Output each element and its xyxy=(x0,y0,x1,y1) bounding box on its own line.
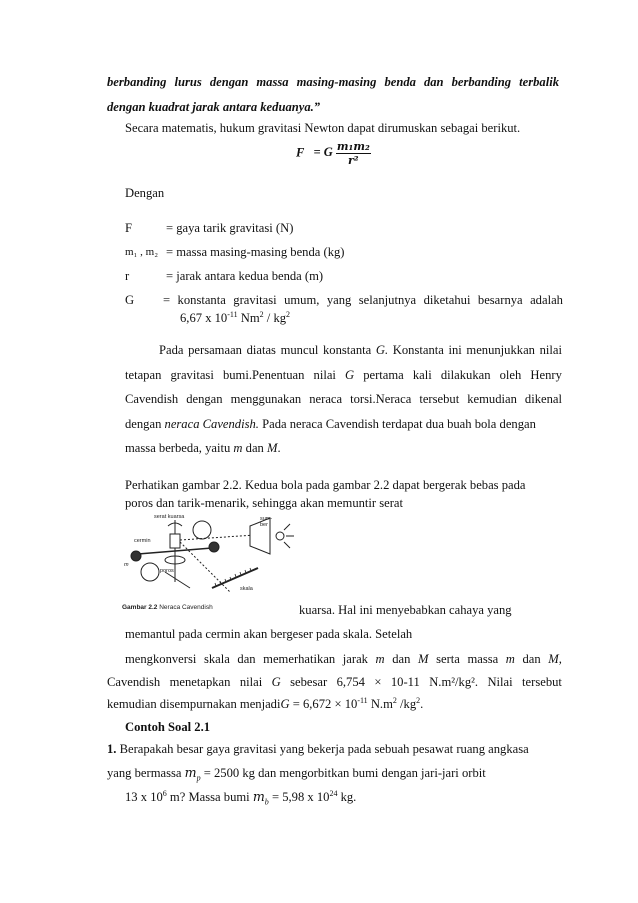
example-l3exp2: 24 xyxy=(329,788,338,798)
word: gravitasi xyxy=(170,368,214,382)
para3-line-2 xyxy=(107,674,562,690)
def-f-symbol: F xyxy=(125,221,133,235)
formula xyxy=(296,140,371,167)
word: mengkonversi xyxy=(125,652,197,666)
word: selanjutnya xyxy=(358,293,417,307)
formula-fraction xyxy=(336,140,371,167)
word: 10-11 xyxy=(390,675,420,689)
word: dikenal xyxy=(524,392,562,406)
label-sumber-1: sum- xyxy=(260,516,273,522)
word: memerhatikan xyxy=(263,652,336,666)
word: muncul xyxy=(280,343,319,357)
word: umum, xyxy=(284,293,320,307)
scale-bar xyxy=(212,568,258,588)
word: = xyxy=(163,293,171,307)
word: massa xyxy=(256,75,289,89)
label-poros: poros xyxy=(160,568,174,574)
example-l2var: m xyxy=(184,765,197,780)
para2-line-3: kuarsa. Hal ini menyebabkan cahaya yang xyxy=(299,603,512,617)
word: benda xyxy=(384,75,416,89)
label-cermin: cermin xyxy=(134,538,151,544)
para3-l3f: . xyxy=(420,697,424,711)
caption-bold: Gambar 2.2 xyxy=(122,604,158,611)
word: Cavendish xyxy=(125,392,179,406)
example-l1: Berapakah besar gaya gravitasi yang bekerja pada sebuah pesawat ruang angkasa xyxy=(116,742,529,756)
para2-line-1: Perhatikan gambar 2.2. Kedua bola pada gambar 2.2 dapat bergerak bebas pada xyxy=(125,478,526,492)
word: menunjukkan xyxy=(466,343,535,357)
word: adalah xyxy=(530,293,563,307)
example-l3var: m xyxy=(252,789,265,804)
word: berbanding xyxy=(451,75,512,89)
word: dan xyxy=(237,652,256,666)
label-serat-kuarsa: serat kuarsa xyxy=(154,514,185,520)
word: kali xyxy=(412,368,432,382)
light-ray-3 xyxy=(284,542,290,548)
example-l3a: 13 x 10 xyxy=(125,790,163,804)
word: besarnya xyxy=(477,293,523,307)
para1-l5e: . xyxy=(277,441,281,455)
word: konstanta xyxy=(177,293,226,307)
para1-l4c: Pada neraca Cavendish terdapat dua buah bola dengan xyxy=(258,417,536,431)
g-unit-sup2: 2 xyxy=(286,309,291,319)
formula-lhs: F xyxy=(296,145,305,160)
para3-line-1 xyxy=(125,651,562,667)
word: m xyxy=(505,652,515,666)
def-g-text xyxy=(163,292,563,308)
def-g-symbol: G xyxy=(125,293,135,307)
intro-line-2: dengan kuadrat jarak antara keduanya.” xyxy=(107,100,321,114)
g-unit-sup1: 2 xyxy=(259,309,264,319)
para3-l3a: kemudian disempurnakan menjadi xyxy=(107,697,281,711)
word: sebesar xyxy=(290,675,328,689)
para3-line-3 xyxy=(107,696,423,712)
pivot-leg xyxy=(165,572,190,588)
figure-caption xyxy=(122,604,213,611)
example-l3c: = 5,98 x 10 xyxy=(268,790,330,804)
para3-l3d: N.m xyxy=(367,697,393,711)
example-line-2 xyxy=(107,765,486,781)
para3-l3exp: -11 xyxy=(357,695,368,705)
large-ball-right xyxy=(193,521,211,539)
label-sumber-2: ber xyxy=(260,522,268,528)
word: G xyxy=(345,368,355,382)
para1-line-3 xyxy=(125,391,562,407)
word: Cavendish xyxy=(107,675,161,689)
word: konstanta xyxy=(323,343,372,357)
word: persamaan xyxy=(188,343,242,357)
g-value-exp: -11 xyxy=(227,309,238,319)
word: Nilai xyxy=(487,675,513,689)
word: bumi.Penentuan xyxy=(222,368,305,382)
example-number: 1. xyxy=(107,742,117,756)
para1-line-5 xyxy=(125,440,281,456)
para1-l4a: dengan xyxy=(125,417,165,431)
para2-line-2: poros dan tarik-menarik, sehingga akan memuntir serat xyxy=(125,496,404,510)
word: nilai xyxy=(539,343,562,357)
para1-l4b: neraca Cavendish. xyxy=(164,417,259,431)
dengan-label: Dengan xyxy=(125,186,165,200)
word: G xyxy=(271,675,281,689)
word: dan xyxy=(522,652,541,666)
g-unit-a: Nm xyxy=(237,311,260,325)
word: Konstanta xyxy=(392,343,444,357)
word: tetapan xyxy=(125,368,162,382)
word: tersebut xyxy=(522,675,562,689)
word: lurus xyxy=(174,75,202,89)
para1-line-4 xyxy=(125,416,536,432)
word: m xyxy=(375,652,385,666)
word: serta xyxy=(436,652,460,666)
word: N.m²/kg². xyxy=(429,675,479,689)
g-unit-b: / kg xyxy=(263,311,287,325)
word: Pada xyxy=(159,343,184,357)
example-l3exp: 6 xyxy=(162,788,167,798)
word: terbalik xyxy=(519,75,559,89)
mirror-shape xyxy=(170,534,180,548)
example-l3b: m? Massa bumi xyxy=(166,790,253,804)
word: oleh xyxy=(499,368,522,382)
word: dan xyxy=(423,75,444,89)
para2-line-4: memantul pada cermin akan bergeser pada skala. Setelah xyxy=(125,627,413,641)
word: diatas xyxy=(246,343,276,357)
small-ball-left xyxy=(131,551,141,561)
word: tersebut xyxy=(419,392,460,406)
word: jarak xyxy=(342,652,368,666)
para3-l3sup2: 2 xyxy=(416,695,421,705)
word: masing-masing xyxy=(296,75,377,89)
word: dilakukan xyxy=(440,368,491,382)
para3-l3b: G xyxy=(280,697,290,711)
word: diketahui xyxy=(423,293,471,307)
intro-line-1 xyxy=(107,74,559,90)
example-l2a: yang bermassa xyxy=(107,766,185,780)
example-l2b: = 2500 kg dan mengorbitkan bumi dengan jari-jari orbit xyxy=(200,766,486,780)
example-l3sub: b xyxy=(264,797,269,807)
formula-denominator: r² xyxy=(348,154,359,167)
cavendish-figure xyxy=(120,512,298,612)
word: × xyxy=(374,675,382,689)
word: dan xyxy=(392,652,411,666)
def-m-symbol: m₁ , m₂ xyxy=(125,246,159,258)
para1-l5a: massa berbeda, yaitu xyxy=(125,441,234,455)
word: kemudian xyxy=(467,392,517,406)
para1-l5c: dan xyxy=(242,441,267,455)
def-g-value xyxy=(180,310,290,326)
word: nilai xyxy=(239,675,263,689)
small-ball-right xyxy=(209,542,219,552)
para1-line-1 xyxy=(159,342,562,358)
def-m-text: = massa masing-masing benda (kg) xyxy=(166,245,345,259)
light-ray-2 xyxy=(284,524,290,530)
word: M, xyxy=(548,652,562,666)
word: gravitasi xyxy=(233,293,277,307)
caption-rest: Neraca Cavendish xyxy=(157,604,213,611)
example-title: Contoh Soal 2.1 xyxy=(125,720,211,734)
scale-ticks xyxy=(215,568,251,586)
large-ball-left xyxy=(141,563,159,581)
word: neraca xyxy=(309,392,343,406)
para1-l5b: m xyxy=(233,441,243,455)
word: menggunakan xyxy=(230,392,302,406)
word: G. xyxy=(375,343,389,357)
word: Henry xyxy=(530,368,562,382)
word: ini xyxy=(448,343,462,357)
para1-line-2 xyxy=(125,367,562,383)
word: pertama xyxy=(363,368,404,382)
para3-l3c: = 6,672 × 10 xyxy=(289,697,358,711)
formula-eq: = G xyxy=(313,145,333,160)
word: M xyxy=(418,652,429,666)
light-bulb xyxy=(276,532,284,540)
def-r-text: = jarak antara kedua benda (m) xyxy=(166,269,324,283)
math-intro: Secara matematis, hukum gravitasi Newton dapat dirumuskan sebagai berikut. xyxy=(125,121,521,135)
def-f-text: = gaya tarik gravitasi (N) xyxy=(166,221,294,235)
word: dengan xyxy=(209,75,249,89)
para1-l5d: M xyxy=(267,441,278,455)
word: nilai xyxy=(313,368,336,382)
example-line-3 xyxy=(125,789,356,805)
formula-numerator: m₁m₂ xyxy=(336,140,370,153)
word: skala xyxy=(203,652,230,666)
word: menetapkan xyxy=(169,675,231,689)
word: 6,754 xyxy=(336,675,365,689)
word: berbanding xyxy=(107,75,167,89)
def-r-symbol: r xyxy=(125,269,130,283)
word: massa xyxy=(467,652,499,666)
label-m: m xyxy=(124,562,129,568)
label-skala: skala xyxy=(240,586,253,592)
word: torsi.Neraca xyxy=(350,392,412,406)
example-l2sub: p xyxy=(196,773,201,783)
word: dengan xyxy=(186,392,223,406)
para3-l3sup1: 2 xyxy=(392,695,397,705)
word: yang xyxy=(326,293,352,307)
example-l3d: kg. xyxy=(337,790,357,804)
para3-l3e: /kg xyxy=(396,697,417,711)
example-line-1 xyxy=(107,741,529,757)
cavendish-diagram xyxy=(120,512,298,612)
g-value-base: 6,67 x 10 xyxy=(180,311,228,325)
